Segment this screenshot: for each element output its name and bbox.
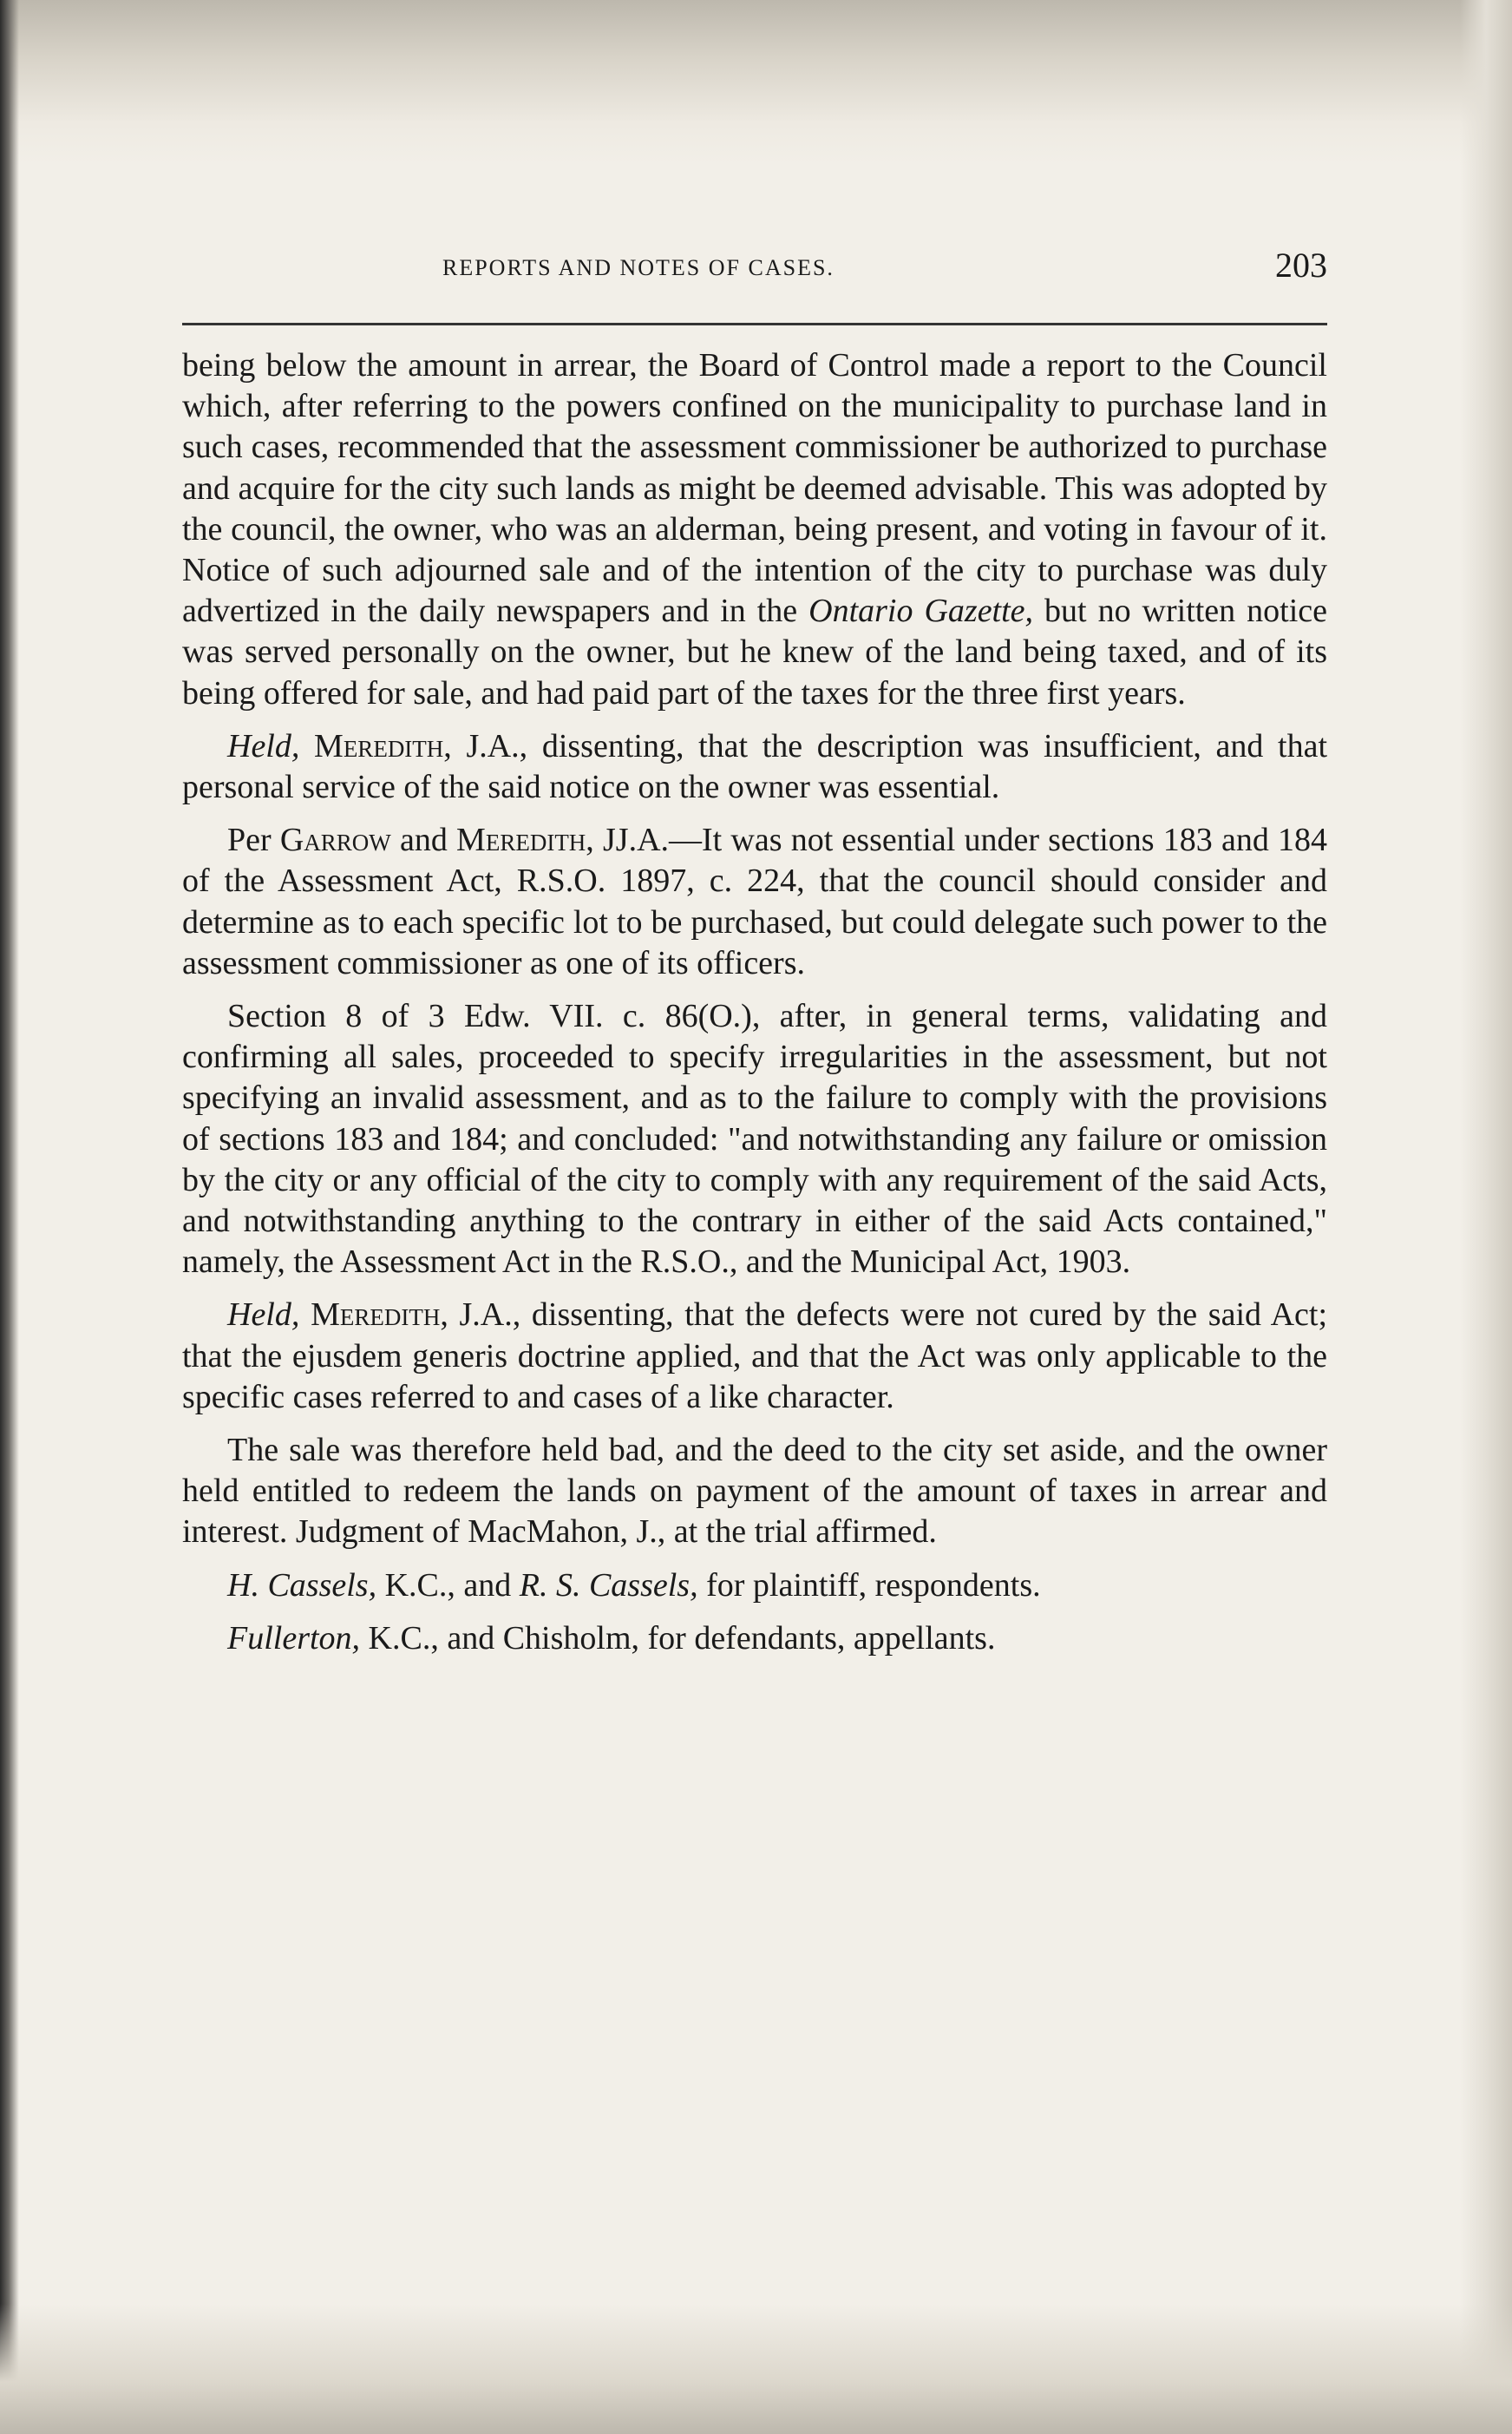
judge-name: Meredith, — [311, 1296, 448, 1334]
scan-shadow-bottom — [0, 2304, 1512, 2434]
counsel-text-tail: for plaintiff, respondents. — [706, 1566, 1041, 1604]
paragraph-judgment — [182, 1430, 1327, 1553]
paragraph-counsel-plaintiff — [182, 1565, 1327, 1606]
paragraph-held-dissent-1 — [182, 726, 1327, 808]
gazette-name: Ontario Gazette, — [808, 593, 1034, 630]
held-label: Held, — [227, 727, 300, 764]
paragraph-per-garrow — [182, 820, 1327, 984]
judge-name: Meredith, — [314, 727, 452, 764]
held-text: J.A., dissenting, that the defects were not cured by the said Act; that the ejusdem generis doctrine applied, and that the Act was only applicable to the specific cases referred to and cases of a like character. — [182, 1296, 1328, 1415]
section-text: Section 8 of 3 Edw. VII. c. 86(O.), after, in general terms, validating and confirming all sales, proceeded to specify irregularities in the assessment, but not specifying an invalid assessment, and as to the failure to comply with the provisions of sections 183 and 184; and concluded: "and notwithstanding any failure or omission by the city or any official of the city to comply with any requirement of the said Acts, and notwithstanding anything to the contrary in either of the said Acts contained," namely, the Assessment Act in the R.S.O., and the Municipal Act, 1903. — [182, 998, 1327, 1281]
running-head — [182, 233, 1327, 293]
scan-shadow-right — [1460, 0, 1512, 2434]
paragraph-facts — [182, 345, 1327, 714]
judgment-text: The sale was therefore held bad, and the deed to the city set aside, and the owner held entitled to redeem the lands on payment of the amount of taxes in arrear and interest. Judgment of MacMahon, J., at the trial affirmed. — [182, 1432, 1327, 1551]
per-label: Per — [227, 822, 272, 859]
scan-shadow-left — [0, 0, 19, 2434]
held-text: J.A., dissenting, that the description was insufficient, and that personal service of the said notice on the owner was essential. — [182, 727, 1328, 806]
counsel-text: K.C., and — [384, 1566, 512, 1604]
counsel-text-tail: K.C., and Chisholm, for defendants, appellants. — [368, 1619, 996, 1657]
paragraph-section-8 — [182, 996, 1327, 1283]
counsel-name: Fullerton, — [227, 1619, 361, 1657]
and-word: and — [399, 822, 448, 859]
counsel-name: R. S. Cassels, — [519, 1566, 698, 1604]
header-rule — [182, 323, 1327, 325]
paragraph-held-dissent-2 — [182, 1295, 1327, 1418]
facts-text: being below the amount in arrear, the Board of Control made a report to the Council which, after referring to the powers confined on the municipality to purchase land in such cases, recommended that the assessment commissioner be authorized to purchase and acquire for the city such lands as might be deemed advisable. This was adopted by the council, the owner, who was an alderman, being present, and voting in favour of it. Notice of such adjourned sale and of the intention of the city to purchase was duly advertized in the daily newspapers and in the — [182, 347, 1327, 630]
facts-text-tail: but no written notice was served personally on the owner, but he knew of the land being taxed, and of its being offered for sale, and had paid part of the taxes for the three first years. — [182, 593, 1328, 712]
scan-shadow-top — [0, 0, 1512, 165]
judge-name-garrow: Garrow — [279, 822, 391, 859]
counsel-name: H. Cassels, — [227, 1566, 377, 1604]
per-text: JJ.A.—It was not essential under sections 183 and 184 of the Assessment Act, R.S.O. 1897, c. 224, that the council should consider and determine as to each specific lot to be purchased, but could delegate such power to the assessment commissioner as one of its officers. — [182, 822, 1328, 981]
judge-name-meredith: Meredith, — [456, 822, 594, 859]
paragraph-counsel-defendant — [182, 1618, 1327, 1659]
running-head-title: REPORTS AND NOTES OF CASES. — [442, 255, 835, 280]
body-text — [182, 345, 1327, 1671]
page-number: 203 — [1275, 246, 1327, 285]
held-label: Held, — [227, 1296, 300, 1334]
